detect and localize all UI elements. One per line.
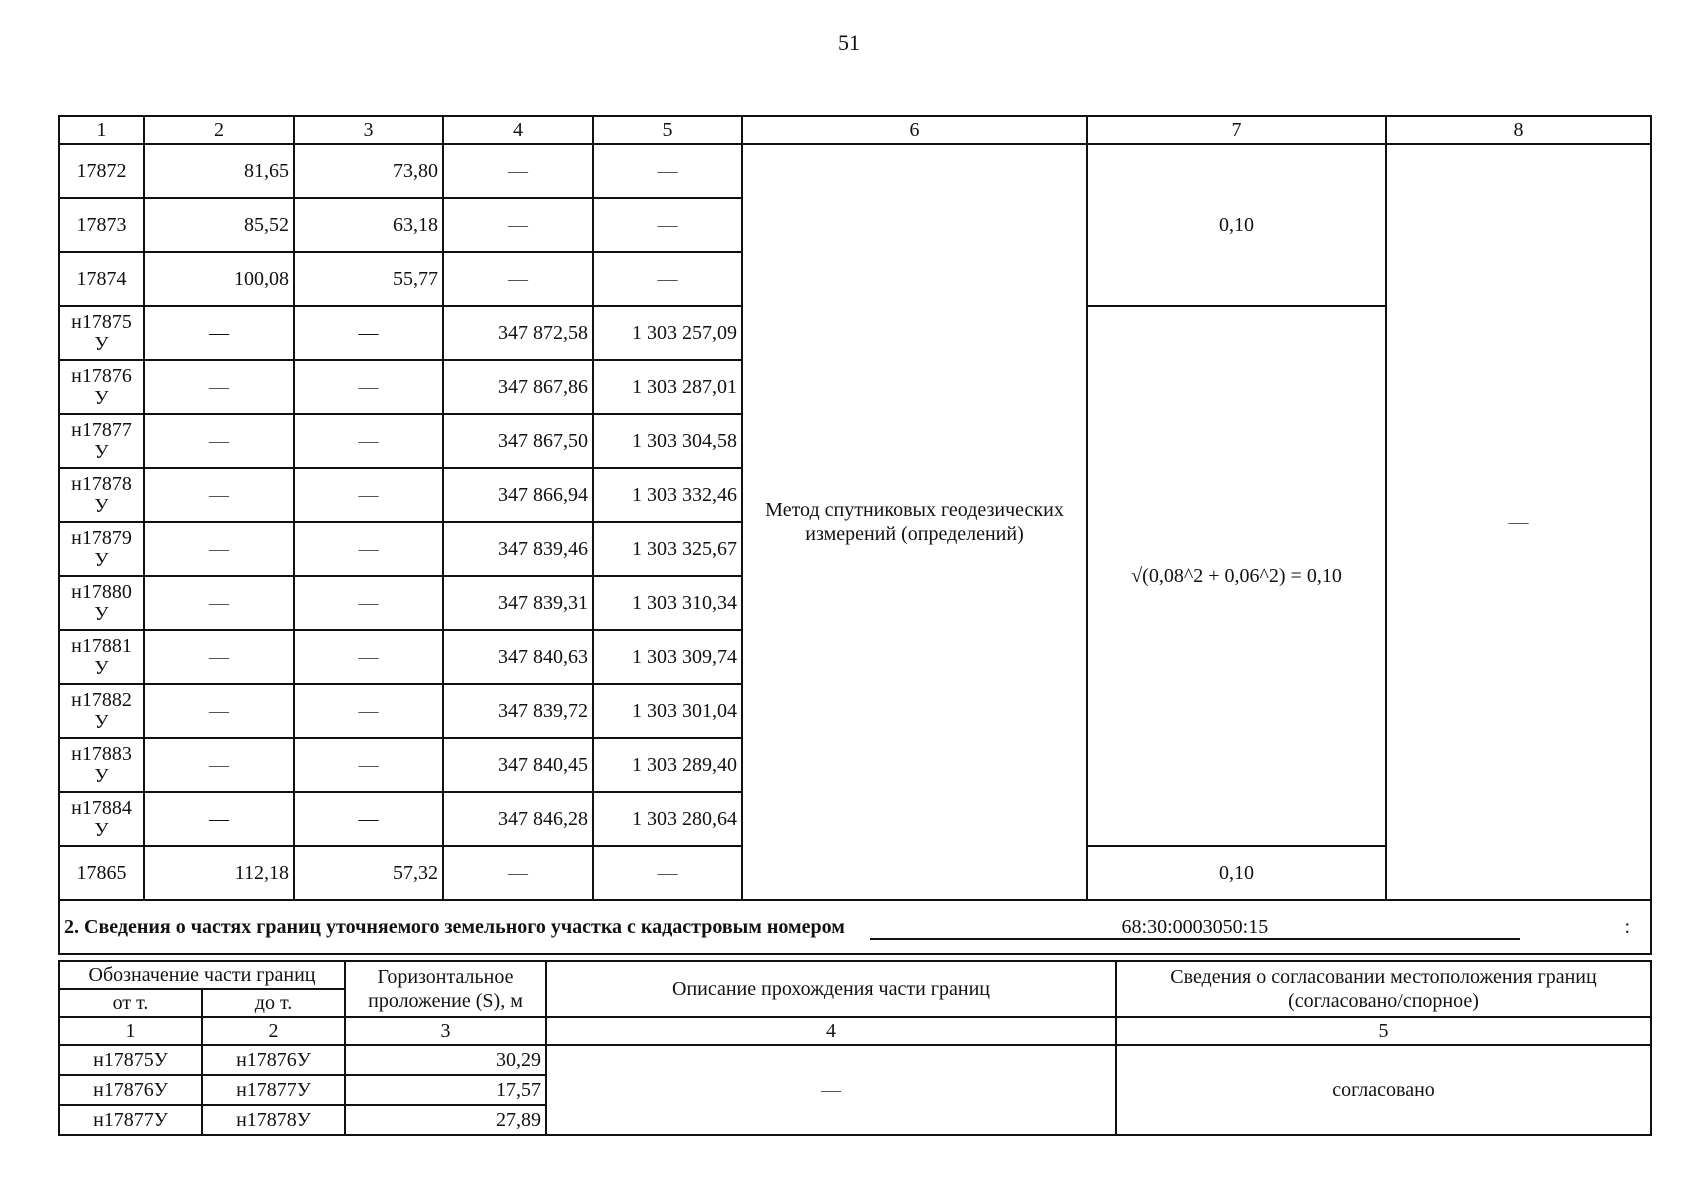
header-from: от т. xyxy=(59,989,202,1017)
coordinate-y: 1 303 332,46 xyxy=(593,468,742,522)
cell-value: — xyxy=(443,252,593,306)
section-colon: : xyxy=(1624,915,1630,938)
section-title: 2. Сведения о частях границ уточняемого земельного участка с кадастровым номером xyxy=(64,915,845,938)
column-number: 1 xyxy=(59,1017,202,1045)
header-description: Описание прохождения части границ xyxy=(546,961,1116,1017)
cell-value: — xyxy=(294,522,443,576)
page-number: 51 xyxy=(838,30,860,55)
cell-value: — xyxy=(294,792,443,846)
cell-value: — xyxy=(294,306,443,360)
cell-value: — xyxy=(144,414,294,468)
column-number: 4 xyxy=(443,116,593,144)
to-point: н17878У xyxy=(202,1105,345,1135)
coordinate-y: 1 303 310,34 xyxy=(593,576,742,630)
table-header-row xyxy=(59,116,1651,144)
cell-value: — xyxy=(144,306,294,360)
boundary-parts-table xyxy=(58,960,1652,1136)
cell-value: — xyxy=(294,360,443,414)
table-header-row xyxy=(59,961,1651,989)
length-value: 17,57 xyxy=(345,1075,546,1105)
coordinate-x: 347 839,31 xyxy=(443,576,593,630)
cell-value: — xyxy=(144,576,294,630)
column-numbers-row xyxy=(59,1017,1651,1045)
cell-value: — xyxy=(443,198,593,252)
column-number: 7 xyxy=(1087,116,1386,144)
coordinate-y: 1 303 309,74 xyxy=(593,630,742,684)
point-id: н17881 У xyxy=(59,630,144,684)
cell-value: 63,18 xyxy=(294,198,443,252)
point-id: н17877 У xyxy=(59,414,144,468)
coordinate-x: 347 839,72 xyxy=(443,684,593,738)
agreement-value: согласовано xyxy=(1116,1045,1651,1135)
method-text: измерений (определений) xyxy=(805,523,1024,545)
column-number: 1 xyxy=(59,116,144,144)
point-id: н17884 У xyxy=(59,792,144,846)
coordinate-y: 1 303 289,40 xyxy=(593,738,742,792)
column8-value: — xyxy=(1386,144,1651,900)
column-number: 8 xyxy=(1386,116,1651,144)
column-number: 5 xyxy=(1116,1017,1651,1045)
column-number: 6 xyxy=(742,116,1087,144)
column-number: 3 xyxy=(294,116,443,144)
boundary-points-table xyxy=(58,115,1652,955)
cell-value: — xyxy=(593,846,742,900)
cell-value: — xyxy=(593,144,742,198)
method-cell xyxy=(742,144,1087,900)
cell-value: 100,08 xyxy=(144,252,294,306)
cell-value: — xyxy=(144,792,294,846)
cell-value: 73,80 xyxy=(294,144,443,198)
point-id: н17878 У xyxy=(59,468,144,522)
cell-value: 85,52 xyxy=(144,198,294,252)
coordinate-x: 347 872,58 xyxy=(443,306,593,360)
cell-value: — xyxy=(294,630,443,684)
point-id: н17880 У xyxy=(59,576,144,630)
cell-value: — xyxy=(294,576,443,630)
coordinate-y: 1 303 301,04 xyxy=(593,684,742,738)
cell-value: — xyxy=(443,144,593,198)
cell-value: — xyxy=(144,468,294,522)
section-title-cell xyxy=(59,900,1651,954)
from-point: н17875У xyxy=(59,1045,202,1075)
accuracy-top: 0,10 xyxy=(1087,144,1386,306)
table-row xyxy=(59,144,1651,198)
description-value: — xyxy=(546,1045,1116,1135)
point-id: н17879 У xyxy=(59,522,144,576)
point-id: 17872 xyxy=(59,144,144,198)
point-id: н17882 У xyxy=(59,684,144,738)
cell-value: — xyxy=(294,738,443,792)
cadastral-number: 68:30:0003050:15 xyxy=(870,916,1520,940)
point-id: 17873 xyxy=(59,198,144,252)
header-agreement: Сведения о согласовании местоположения границ (согласовано/спорное) xyxy=(1116,961,1651,1017)
cell-value: 112,18 xyxy=(144,846,294,900)
header-length: Горизонтальное проложение (S), м xyxy=(345,961,546,1017)
cell-value: — xyxy=(144,522,294,576)
to-point: н17876У xyxy=(202,1045,345,1075)
coordinate-y: 1 303 304,58 xyxy=(593,414,742,468)
cell-value: — xyxy=(144,360,294,414)
coordinate-x: 347 840,45 xyxy=(443,738,593,792)
cell-value: 57,32 xyxy=(294,846,443,900)
cell-value: — xyxy=(294,684,443,738)
point-id: 17874 xyxy=(59,252,144,306)
cell-value: 81,65 xyxy=(144,144,294,198)
from-point: н17876У xyxy=(59,1075,202,1105)
cell-value: 55,77 xyxy=(294,252,443,306)
coordinate-y: 1 303 287,01 xyxy=(593,360,742,414)
point-id: 17865 xyxy=(59,846,144,900)
table-row xyxy=(59,1045,1651,1075)
length-value: 27,89 xyxy=(345,1105,546,1135)
cell-value: — xyxy=(593,252,742,306)
cell-value: — xyxy=(593,198,742,252)
accuracy-bottom: 0,10 xyxy=(1087,846,1386,900)
header-to: до т. xyxy=(202,989,345,1017)
column-number: 2 xyxy=(144,116,294,144)
coordinate-x: 347 840,63 xyxy=(443,630,593,684)
accuracy-formula: √(0,08^2 + 0,06^2) = 0,10 xyxy=(1087,306,1386,846)
cell-value: — xyxy=(144,738,294,792)
cell-value: — xyxy=(144,630,294,684)
point-id: н17876 У xyxy=(59,360,144,414)
length-value: 30,29 xyxy=(345,1045,546,1075)
point-id: н17883 У xyxy=(59,738,144,792)
coordinate-x: 347 866,94 xyxy=(443,468,593,522)
section-title-row xyxy=(59,900,1651,954)
header-boundary: Обозначение части границ xyxy=(59,961,345,989)
method-text: Метод спутниковых геодезических xyxy=(765,499,1064,521)
cell-value: — xyxy=(294,468,443,522)
coordinate-x: 347 846,28 xyxy=(443,792,593,846)
point-id: н17875 У xyxy=(59,306,144,360)
column-number: 2 xyxy=(202,1017,345,1045)
coordinate-y: 1 303 325,67 xyxy=(593,522,742,576)
cell-value: — xyxy=(294,414,443,468)
cell-value: — xyxy=(144,684,294,738)
coordinate-x: 347 867,86 xyxy=(443,360,593,414)
cell-value: — xyxy=(443,846,593,900)
coordinate-x: 347 867,50 xyxy=(443,414,593,468)
column-number: 5 xyxy=(593,116,742,144)
coordinate-y: 1 303 257,09 xyxy=(593,306,742,360)
coordinate-x: 347 839,46 xyxy=(443,522,593,576)
column-number: 3 xyxy=(345,1017,546,1045)
column-number: 4 xyxy=(546,1017,1116,1045)
from-point: н17877У xyxy=(59,1105,202,1135)
to-point: н17877У xyxy=(202,1075,345,1105)
coordinate-y: 1 303 280,64 xyxy=(593,792,742,846)
